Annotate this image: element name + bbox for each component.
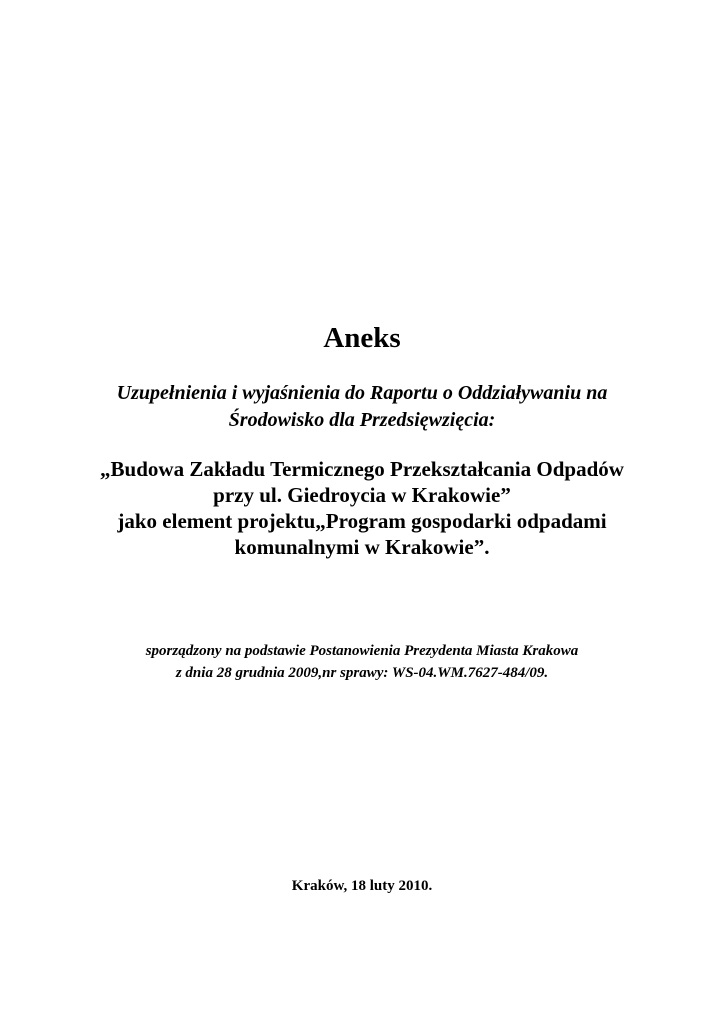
basis-line-2: z dnia 28 grudnia 2009,nr sprawy: WS-04.WM.7627-484/09. xyxy=(175,665,549,681)
subtitle-line-1: Uzupełnienia i wyjaśnienia do Raportu o Oddziaływaniu na xyxy=(116,382,608,404)
basis-line-1: sporządzony na podstawie Postanowienia Prezydenta Miasta Krakowa xyxy=(145,643,579,659)
title-text: Aneks xyxy=(323,322,401,354)
legal-basis xyxy=(0,640,724,684)
document-subtitle xyxy=(0,380,724,434)
project-line-1: „Budowa Zakładu Termicznego Przekształcania Odpadów xyxy=(100,457,624,481)
project-name xyxy=(0,456,724,560)
project-line-3: jako element projektu„Program gospodarki odpadami xyxy=(117,509,607,533)
place-and-date xyxy=(0,876,724,896)
place-date-text: Kraków, 18 luty 2010. xyxy=(291,878,433,894)
subtitle-line-2: Środowisko dla Przedsięwzięcia: xyxy=(228,409,496,431)
document-title xyxy=(0,318,724,358)
project-line-4: komunalnymi w Krakowie”. xyxy=(234,535,490,559)
project-line-2: przy ul. Giedroycia w Krakowie” xyxy=(213,483,511,507)
